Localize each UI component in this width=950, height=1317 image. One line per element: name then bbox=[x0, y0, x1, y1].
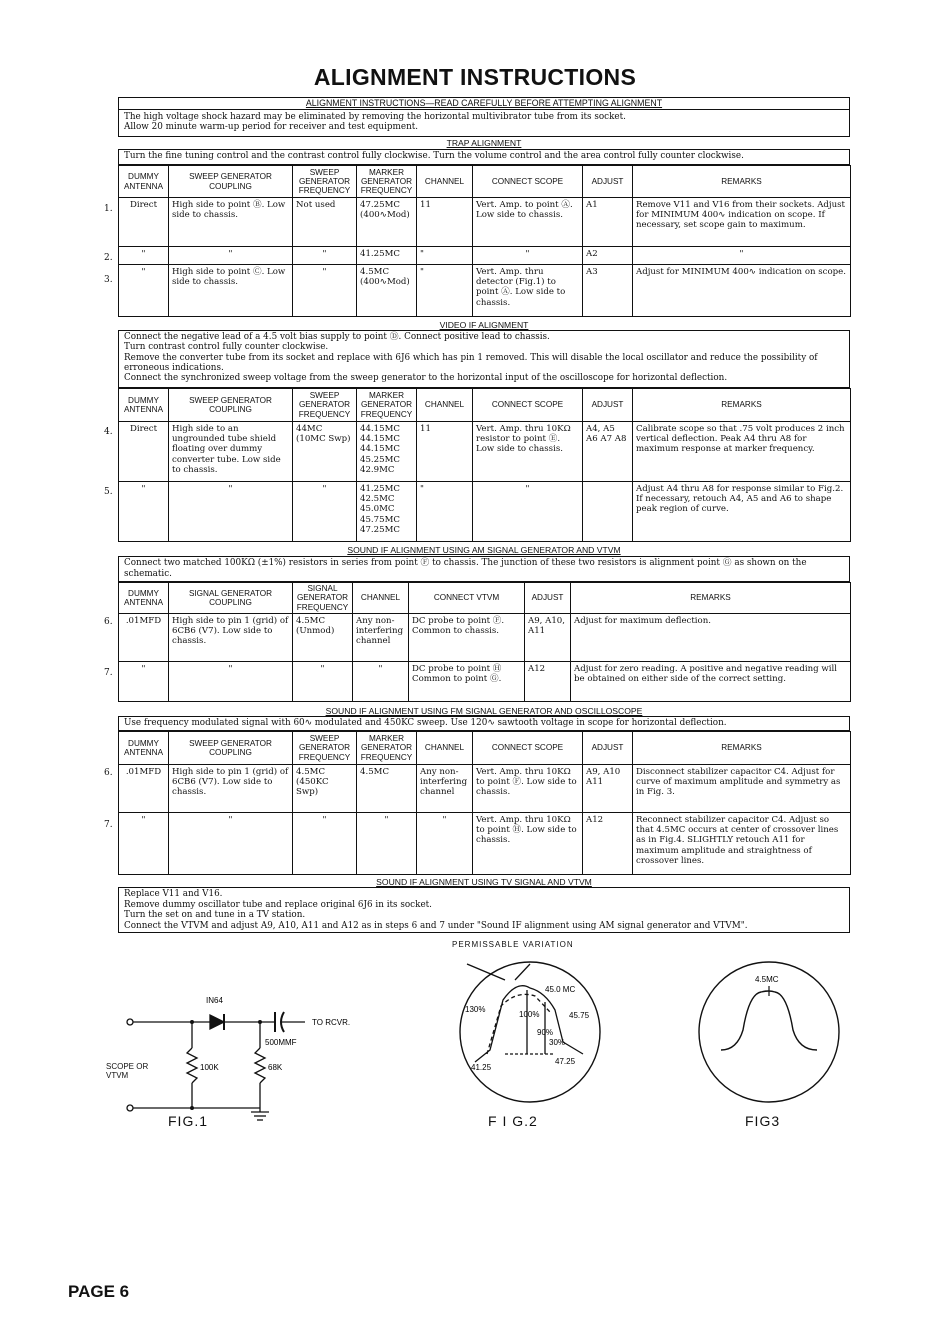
cell: A9, A10, A11 bbox=[525, 614, 571, 662]
cell: 4.5MC bbox=[357, 765, 417, 813]
video-table bbox=[118, 388, 851, 542]
cell: " bbox=[293, 482, 357, 542]
sound-fm-table bbox=[118, 731, 851, 875]
fig2-label: 100% bbox=[519, 1010, 540, 1019]
cell: " bbox=[169, 247, 293, 265]
col-header: DUMMY ANTENNA bbox=[119, 166, 169, 198]
section-heading: SOUND IF ALIGNMENT USING AM SIGNAL GENERATOR AND VTVM bbox=[347, 545, 621, 555]
cell: " bbox=[417, 482, 473, 542]
fig3-curve bbox=[721, 991, 817, 1050]
col-header: SWEEP GENERATOR FREQUENCY bbox=[293, 166, 357, 198]
trap-table bbox=[118, 165, 851, 317]
fig3-caption: FIG3 bbox=[745, 1113, 781, 1129]
cell: High side to an ungrounded tube shield floating over dummy converter tube. Low side to chassis. bbox=[169, 422, 293, 482]
cell: .01MFD bbox=[119, 614, 169, 662]
note-line: Remove the converter tube from its socket and replace with 6J6 which has pin 1 removed. This will disable the local oscillator and reduce the possibility of erroneous indications. bbox=[124, 352, 818, 373]
section-note: Turn the fine tuning control and the contrast control fully clockwise. Turn the volume control and the area control fully counter clockwise. bbox=[118, 149, 850, 165]
cell: Direct bbox=[119, 422, 169, 482]
note-line: Turn the set on and tune in a TV station. bbox=[124, 910, 306, 920]
cell: Reconnect stabilizer capacitor C4. Adjust so that 4.5MC occurs at center of crossover lines as in Fig.4. SLIGHTLY retouch A11 for maximum amplitude and straightness of crossover lines. bbox=[633, 813, 851, 875]
fig2-label: 47.25 bbox=[555, 1057, 576, 1066]
fig2-label: 45.75 bbox=[569, 1011, 590, 1020]
col-header: DUMMY ANTENNA bbox=[119, 732, 169, 765]
table-row bbox=[119, 265, 851, 317]
fig3-label: 4.5MC bbox=[755, 975, 779, 984]
cell: 4.5MC (400∿Mod) bbox=[357, 265, 417, 317]
cell: " bbox=[119, 662, 169, 702]
cell: " bbox=[633, 247, 851, 265]
cell: A3 bbox=[583, 265, 633, 317]
note-line: Connect the synchronized sweep voltage from the sweep generator to the horizontal input of the oscilloscope for horizontal deflection. bbox=[124, 373, 728, 384]
cell: 41.25MC 42.5MC 45.0MC 45.75MC 47.25MC bbox=[357, 482, 417, 542]
fig2-label: 90% bbox=[537, 1028, 554, 1037]
cell: " bbox=[417, 265, 473, 317]
row-number: 6. bbox=[104, 617, 113, 627]
cell: DC probe to point Ⓗ Common to point Ⓖ. bbox=[409, 662, 525, 702]
cell: Adjust for zero reading. A positive and negative reading will be obtained on either side of the correct setting. bbox=[571, 662, 851, 702]
col-header: ADJUST bbox=[583, 166, 633, 198]
cell: High side to pin 1 (grid) of 6CB6 (V7). Low side to chassis. bbox=[169, 614, 293, 662]
cell: 4.5MC (450KC Swp) bbox=[293, 765, 357, 813]
cell: Calibrate scope so that .75 volt produces 2 inch vertical deflection. Peak A4 thru A8 for maximum response at marker frequency. bbox=[633, 422, 851, 482]
page-title: ALIGNMENT INSTRUCTIONS bbox=[313, 64, 637, 90]
section-heading: SOUND IF ALIGNMENT USING TV SIGNAL AND VTVM bbox=[376, 877, 592, 887]
section-note: Connect two matched 100KΩ (±1%) resistors in series from point Ⓕ to chassis. The junction of these two resistors is alignment point Ⓖ as shown on the schematic. bbox=[118, 556, 850, 582]
fig3-response-curve bbox=[685, 950, 855, 1110]
diode-label: IN64 bbox=[206, 996, 223, 1005]
col-header: ADJUST bbox=[525, 583, 571, 614]
cell: Adjust A4 thru A8 for response similar to Fig.2. If necessary, retouch A4, A5 and A6 to shape peak region of curve. bbox=[633, 482, 851, 542]
cell: " bbox=[473, 247, 583, 265]
cell: Adjust for MINIMUM 400∿ indication on scope. bbox=[633, 265, 851, 317]
junction-dot bbox=[190, 1020, 194, 1024]
row-number: 7. bbox=[104, 668, 113, 678]
col-header: CHANNEL bbox=[417, 389, 473, 422]
cell: Vert. Amp. thru detector (Fig.1) to point Ⓐ. Low side to chassis. bbox=[473, 265, 583, 317]
col-header: REMARKS bbox=[633, 166, 851, 198]
cell: 4.5MC (Unmod) bbox=[293, 614, 353, 662]
table-row bbox=[119, 247, 851, 265]
table-row bbox=[119, 765, 851, 813]
note-line: Turn contrast control fully counter clockwise. bbox=[124, 342, 329, 353]
col-header: DUMMY ANTENNA bbox=[119, 389, 169, 422]
fig2-caption: F I G.2 bbox=[488, 1113, 538, 1129]
col-header: SWEEP GENERATOR COUPLING bbox=[169, 166, 293, 198]
table-row bbox=[119, 198, 851, 247]
cell: " bbox=[119, 813, 169, 875]
col-header: MARKER GENERATOR FREQUENCY bbox=[357, 732, 417, 765]
fig1-schematic bbox=[100, 990, 380, 1130]
header-box bbox=[118, 97, 850, 137]
table-row bbox=[119, 422, 851, 482]
cell: A4, A5 A6 A7 A8 bbox=[583, 422, 633, 482]
table-row bbox=[119, 662, 851, 702]
table-row bbox=[119, 614, 851, 662]
cell: Any non-interfering channel bbox=[353, 614, 409, 662]
cell: A1 bbox=[583, 198, 633, 247]
cell: " bbox=[293, 813, 357, 875]
col-header: ADJUST bbox=[583, 732, 633, 765]
section-note bbox=[118, 887, 850, 933]
warning-line: The high voltage shock hazard may be eliminated by removing the horizontal multivibrator tube from its socket. bbox=[124, 112, 626, 122]
fig2-label: 45.0 MC bbox=[545, 985, 576, 994]
cell: Remove V11 and V16 from their sockets. Adjust for MINIMUM 400∿ indication on scope. If necessary, set scope gain to maximum. bbox=[633, 198, 851, 247]
section-heading: TRAP ALIGNMENT bbox=[446, 138, 522, 148]
junction-dot bbox=[190, 1106, 194, 1110]
col-header: REMARKS bbox=[571, 583, 851, 614]
cell: " bbox=[119, 247, 169, 265]
section-note bbox=[118, 330, 850, 388]
note-line: Remove dummy oscillator tube and replace original 6J6 in its socket. bbox=[124, 899, 432, 910]
capacitor-label: 500MMF bbox=[265, 1038, 297, 1047]
resistor-label: 68K bbox=[268, 1063, 283, 1072]
junction-dot bbox=[258, 1020, 262, 1024]
cell: DC probe to point Ⓕ. Common to chassis. bbox=[409, 614, 525, 662]
col-header: REMARKS bbox=[633, 389, 851, 422]
cell: " bbox=[119, 265, 169, 317]
warning-line: Allow 20 minute warm-up period for receiver and test equipment. bbox=[124, 122, 419, 132]
row-number: 1. bbox=[104, 204, 113, 214]
cell: 44.15MC 44.15MC 44.15MC 45.25MC 42.9MC bbox=[357, 422, 417, 482]
cell: " bbox=[169, 482, 293, 542]
note-line: Connect the negative lead of a 4.5 volt bias supply to point Ⓓ. Connect positive lead to chassis. bbox=[124, 332, 550, 342]
col-header: CONNECT SCOPE bbox=[473, 732, 583, 765]
cell: " bbox=[357, 813, 417, 875]
row-number: 5. bbox=[104, 487, 113, 497]
cell: Vert. Amp. to point Ⓐ. Low side to chassis. bbox=[473, 198, 583, 247]
col-header: CONNECT VTVM bbox=[409, 583, 525, 614]
col-header: CHANNEL bbox=[417, 166, 473, 198]
cell: Vert. Amp. thru 10KΩ to point Ⓗ. Low side to chassis. bbox=[473, 813, 583, 875]
resistor-label: 100K bbox=[200, 1063, 219, 1072]
table-row bbox=[119, 813, 851, 875]
fig2-label: 30% bbox=[549, 1038, 566, 1047]
col-header: CHANNEL bbox=[353, 583, 409, 614]
col-header: CONNECT SCOPE bbox=[473, 166, 583, 198]
row-number: 6. bbox=[104, 768, 113, 778]
cell: 11 bbox=[417, 198, 473, 247]
col-header: SIGNAL GENERATOR FREQUENCY bbox=[293, 583, 353, 614]
col-header: DUMMY ANTENNA bbox=[119, 583, 169, 614]
note-line: Connect the VTVM and adjust A9, A10, A11 and A12 as in steps 6 and 7 under "Sound IF alignment using AM signal generator and VTVM". bbox=[124, 920, 748, 931]
section-heading: SOUND IF ALIGNMENT USING FM SIGNAL GENERATOR AND OSCILLOSCOPE bbox=[325, 706, 643, 716]
cell: " bbox=[417, 813, 473, 875]
col-header: SWEEP GENERATOR COUPLING bbox=[169, 389, 293, 422]
cell: High side to pin 1 (grid) of 6CB6 (V7). Low side to chassis. bbox=[169, 765, 293, 813]
cell: A12 bbox=[583, 813, 633, 875]
scope-label: SCOPE OR VTVM bbox=[106, 1062, 149, 1080]
cell: 11 bbox=[417, 422, 473, 482]
cell: " bbox=[293, 662, 353, 702]
row-number: 2. bbox=[104, 253, 113, 263]
fig2-response-curve bbox=[445, 950, 615, 1110]
cell: " bbox=[169, 813, 293, 875]
cell: 47.25MC (400∿Mod) bbox=[357, 198, 417, 247]
page-number: PAGE 6 bbox=[68, 1282, 130, 1301]
cell: Adjust for maximum deflection. bbox=[571, 614, 851, 662]
fig2-label: 130% bbox=[465, 1005, 486, 1014]
row-number: 4. bbox=[104, 427, 113, 437]
fig1-caption: FIG.1 bbox=[168, 1113, 209, 1129]
cell: " bbox=[169, 662, 293, 702]
row-number: 7. bbox=[104, 820, 113, 830]
sound-am-table bbox=[118, 582, 851, 702]
output-label: TO RCVR. bbox=[312, 1018, 351, 1027]
col-header: SIGNAL GENERATOR COUPLING bbox=[169, 583, 293, 614]
cell: High side to point Ⓒ. Low side to chassis. bbox=[169, 265, 293, 317]
col-header: SWEEP GENERATOR COUPLING bbox=[169, 732, 293, 765]
cell: Any non-interfering channel bbox=[417, 765, 473, 813]
cell: " bbox=[473, 482, 583, 542]
cell: Disconnect stabilizer capacitor C4. Adjust for curve of maximum amplitude and symmetry as in Fig. 3. bbox=[633, 765, 851, 813]
cell: " bbox=[293, 265, 357, 317]
cell: " bbox=[293, 247, 357, 265]
col-header: CONNECT SCOPE bbox=[473, 389, 583, 422]
header-bar: ALIGNMENT INSTRUCTIONS—READ CAREFULLY BEFORE ATTEMPTING ALIGNMENT bbox=[119, 98, 849, 110]
cell: 41.25MC bbox=[357, 247, 417, 265]
cell: A9, A10 A11 bbox=[583, 765, 633, 813]
cell: " bbox=[119, 482, 169, 542]
cell: .01MFD bbox=[119, 765, 169, 813]
fig2-label: 41.25 bbox=[471, 1063, 492, 1072]
col-header: SWEEP GENERATOR FREQUENCY bbox=[293, 732, 357, 765]
col-header: REMARKS bbox=[633, 732, 851, 765]
cell: Direct bbox=[119, 198, 169, 247]
col-header: MARKER GENERATOR FREQUENCY bbox=[357, 166, 417, 198]
row-number: 3. bbox=[104, 275, 113, 285]
table-row bbox=[119, 482, 851, 542]
section-heading: VIDEO IF ALIGNMENT bbox=[439, 320, 529, 330]
col-header: ADJUST bbox=[583, 389, 633, 422]
cell: Vert. Amp. thru 10KΩ resistor to point Ⓔ. Low side to chassis. bbox=[473, 422, 583, 482]
cell: A2 bbox=[583, 247, 633, 265]
cell: High side to point Ⓑ. Low side to chassis. bbox=[169, 198, 293, 247]
section-note: Use frequency modulated signal with 60∿ modulated and 450KC sweep. Use 120∿ sawtooth voltage in scope for horizontal deflection. bbox=[118, 716, 850, 731]
note-line: Replace V11 and V16. bbox=[124, 889, 223, 899]
cell: " bbox=[417, 247, 473, 265]
col-header: MARKER GENERATOR FREQUENCY bbox=[357, 389, 417, 422]
fig2-top-label: PERMISSABLE VARIATION bbox=[452, 940, 574, 949]
cell: A12 bbox=[525, 662, 571, 702]
cell bbox=[583, 482, 633, 542]
col-header: CHANNEL bbox=[417, 732, 473, 765]
cell: 44MC (10MC Swp) bbox=[293, 422, 357, 482]
col-header: SWEEP GENERATOR FREQUENCY bbox=[293, 389, 357, 422]
cell: " bbox=[353, 662, 409, 702]
cell: Vert. Amp. thru 10KΩ to point Ⓕ. Low side to chassis. bbox=[473, 765, 583, 813]
cell: Not used bbox=[293, 198, 357, 247]
